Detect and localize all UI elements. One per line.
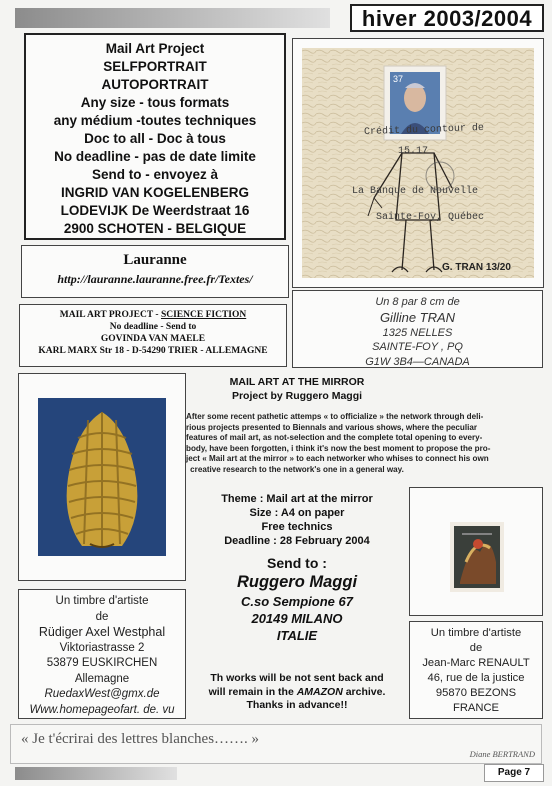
selfportrait-box: [24, 33, 286, 240]
tran-line: G1W 3B4—CANADA: [365, 355, 470, 368]
mirror-city: 20149 MILANO: [251, 611, 343, 626]
sculpture-photo: [38, 398, 166, 556]
renault-name: Jean-Marc RENAULT: [422, 657, 530, 669]
mirror-subtitle: Project by Ruggero Maggi: [231, 390, 363, 402]
mirror-title: MAIL ART AT THE MIRROR: [229, 376, 365, 388]
westphal-website[interactable]: Www.homepageofart. de. vu: [29, 703, 175, 716]
mirror-body-line: body, have been forgotten, i think it's now the best moment to propose the pro-: [186, 443, 491, 453]
mirror-body: [186, 412, 491, 475]
mirror-body-line: ject « Mail art at the mirror » to each networker who whises to connect his own: [186, 454, 489, 463]
postmark-line-1: Crédit du contour de: [363, 122, 485, 139]
westphal-line: Viktoriastrasse 2: [59, 641, 145, 654]
mirror-body-line: creative research to the network's one in a general way.: [190, 464, 404, 474]
lauranne-name: Lauranne: [123, 252, 187, 268]
selfportrait-line: any médium -toutes techniques: [53, 113, 257, 128]
mirror-footer-line: [193, 686, 401, 700]
mirror-footer-line: Th works will be not sent back and: [210, 672, 384, 684]
westphal-line: de: [95, 610, 109, 623]
quote-author: Diane BERTRAND: [469, 749, 535, 759]
renault-stamp-frame: [409, 487, 543, 616]
mirror-theme-line: Deadline : 28 February 2004: [224, 535, 370, 547]
tran-line: 1325 NELLES: [382, 326, 453, 339]
page-number-box: [484, 764, 544, 782]
mirror-theme-line: Theme : Mail art at the mirror: [221, 493, 373, 505]
stamp-artwork-frame: [292, 38, 544, 288]
renault-line: de: [469, 642, 483, 654]
selfportrait-line: Any size - tous formats: [80, 95, 230, 110]
stamp-artwork: [302, 48, 534, 278]
mirror-body-line: rious projects presented to Biennals and various shows, where the peculiar: [186, 422, 478, 432]
science-fiction-line: GOVINDA VAN MAELE: [100, 334, 206, 344]
artwork-signature: G. TRAN 13/20: [442, 262, 511, 273]
mirror-name: Ruggero Maggi: [236, 573, 358, 591]
science-fiction-link[interactable]: SCIENCE FICTION: [160, 310, 247, 320]
postmark-line-4: Sainte-Foy, Québec: [376, 212, 485, 223]
selfportrait-line: Mail Art Project: [105, 41, 205, 56]
mirror-footer-text: archive.: [342, 685, 386, 698]
mirror-footer-line: Thanks in advance!!: [246, 699, 348, 711]
renault-line: FRANCE: [453, 702, 499, 714]
mirror-body-line: After some recent pathetic attemps « to officialize » the network through deli-: [186, 412, 484, 421]
westphal-line: 53879 EUSKIRCHEN: [46, 657, 158, 669]
selfportrait-line: INGRID VAN KOGELENBERG: [60, 185, 249, 200]
selfportrait-line: AUTOPORTRAIT: [101, 77, 209, 92]
westphal-name: Rüdiger Axel Westphal: [38, 625, 166, 639]
lauranne-url[interactable]: http://lauranne.lauranne.free.fr/Textes/: [57, 272, 253, 286]
science-fiction-line: KARL MARX Str 18 - D-54290 TRIER - ALLEMAGNE: [38, 346, 268, 356]
season-years: 2003/2004: [423, 6, 533, 31]
science-fiction-line: No deadline - Send to: [109, 322, 197, 332]
renault-stamp: [450, 522, 504, 592]
science-fiction-box: [19, 304, 287, 367]
quote-text: « Je t'écrirai des lettres blanches……. »: [21, 731, 260, 747]
tran-name: Gilline TRAN: [379, 309, 456, 325]
mirror-footer: [193, 672, 401, 713]
stamp-value: 37: [393, 74, 404, 84]
mirror-country: ITALIE: [276, 628, 318, 643]
season-box: [350, 4, 544, 32]
stamp-artwork-drawing: [302, 48, 534, 278]
renault-box: [409, 621, 543, 719]
postmark-line-3: La Banque de Nouvelle: [352, 186, 479, 197]
selfportrait-line: SELFPORTRAIT: [103, 59, 207, 74]
westphal-box: [18, 589, 186, 719]
mirror-send-to: Send to :: [267, 555, 327, 571]
mirror-theme: [193, 492, 401, 548]
tran-box: [292, 290, 543, 368]
mirror-body-line: features of mail art, as not-selection and the complete total opening to every-: [186, 433, 483, 442]
renault-line: Un timbre d'artiste: [430, 627, 522, 639]
mirror-send: [193, 554, 401, 644]
tran-line: Un 8 par 8 cm de: [375, 296, 460, 308]
footer-bar: [15, 767, 177, 780]
westphal-line: Allemagne: [74, 672, 130, 685]
quote-box: [10, 724, 542, 764]
header-bar: [15, 8, 330, 28]
lauranne-box: [21, 245, 289, 298]
selfportrait-line: No deadline - pas de date limite: [54, 149, 256, 164]
mirror-theme-line: Size : A4 on paper: [249, 507, 345, 519]
selfportrait-line: Send to - envoyez à: [91, 167, 219, 182]
renault-line: 95870 BEZONS: [435, 687, 517, 699]
renault-line: 46, rue de la justice: [427, 672, 525, 684]
season-prefix: hiver: [361, 6, 417, 31]
page-number: Page 7: [497, 767, 531, 778]
sculpture-photo-frame: [18, 373, 186, 581]
westphal-line: Un timbre d'artiste: [55, 595, 149, 607]
mirror-footer-amazon: AMAZON: [296, 685, 343, 698]
selfportrait-line: LODEVIJK De Weerdstraat 16: [60, 203, 250, 218]
postmark-line-2: 15.17: [398, 146, 429, 157]
science-fiction-title-prefix: MAIL ART PROJECT -: [59, 310, 161, 320]
selfportrait-line: Doc to all - Doc à tous: [84, 131, 226, 146]
westphal-email[interactable]: RuedaxWest@gmx.de: [44, 688, 160, 700]
mirror-street: C.so Sempione 67: [241, 594, 353, 609]
tran-line: SAINTE-FOY , PQ: [372, 341, 463, 353]
mirror-theme-line: Free technics: [261, 521, 333, 533]
selfportrait-line: 2900 SCHOTEN - BELGIQUE: [63, 221, 247, 236]
mirror-footer-text: will remain in the: [208, 685, 297, 698]
science-fiction-title: [20, 309, 286, 321]
